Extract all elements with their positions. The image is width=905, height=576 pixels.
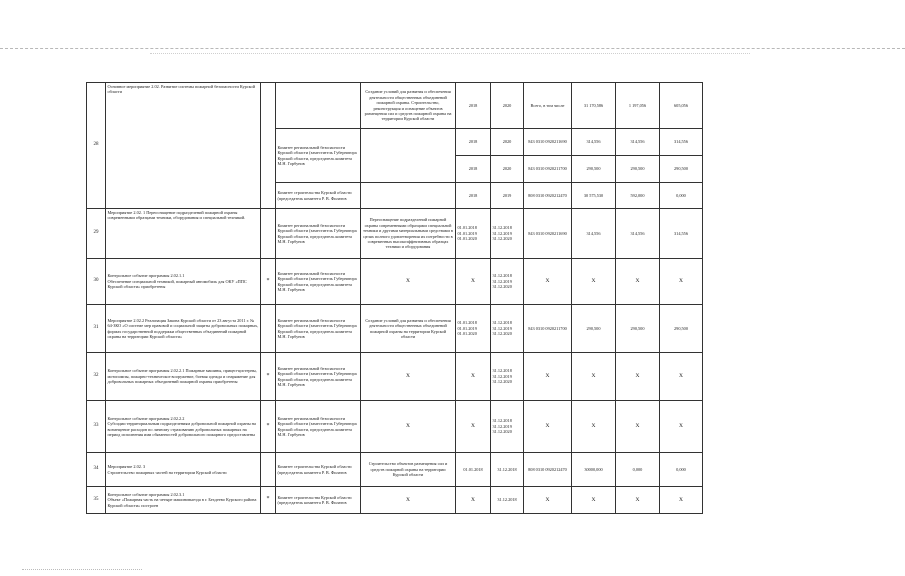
amount-2020: 605,056: [660, 83, 703, 129]
executor-cell: Комитет региональной безопасности Курской области (заместитель Губернатора Курской области, председатель комитета М.Н. Горбунов: [276, 353, 361, 401]
amount-2019: 314,556: [616, 209, 660, 259]
amount-2019: X: [616, 487, 660, 514]
executor-cell: Комитет региональной безопасности Курской области (заместитель Губернатора Курской области, председатель комитета М.Н. Горбунов: [276, 305, 361, 353]
executor-cell: Комитет региональной безопасности Курской области (заместитель Губернатора Курской области, председатель комитета М.Н. Горбунов: [276, 209, 361, 259]
start-date: 01.01.2018: [456, 453, 491, 487]
executor-cell: [276, 83, 361, 129]
executor-cell: Комитет строительства Курской области (председатель комитета Р. В. Филатов: [276, 453, 361, 487]
program-measures-table: [86, 82, 703, 514]
expected-result: X: [361, 487, 456, 514]
executor-cell: Комитет строительства Курской области (председатель комитета Р. В. Филатов: [276, 183, 361, 209]
end-date: 2020: [491, 129, 524, 156]
amount-2018: 314,556: [572, 129, 616, 156]
row-number: 28: [87, 83, 106, 209]
expected-result: [361, 183, 456, 209]
executor-cell: Комитет региональной безопасности Курской области (заместитель Губернатора Курской области, председатель комитета М.Н. Горбунов: [276, 401, 361, 453]
row-number: 33: [87, 401, 106, 453]
start-date: 2018: [456, 129, 491, 156]
executor-cell: Комитет региональной безопасности Курской области (заместитель Губернатора Курской области, председатель комитета М.Н. Горбунов: [276, 129, 361, 183]
start-date: X: [456, 353, 491, 401]
end-date: 2020: [491, 156, 524, 183]
end-date: 31.12.2018 31.12.2019 31.12.2020: [491, 305, 524, 353]
amount-2018: 30000,000: [572, 453, 616, 487]
row-number: 31: [87, 305, 106, 353]
scan-edge-line: [22, 569, 142, 570]
end-date: 31.12.2018: [491, 453, 524, 487]
amount-2020: 314,556: [660, 129, 703, 156]
budget-code: Всего, в том числе: [524, 83, 572, 129]
end-date: 2019: [491, 183, 524, 209]
start-date: 2018: [456, 83, 491, 129]
table-row: [87, 259, 703, 305]
row-number: 29: [87, 209, 106, 259]
scan-edge-line: [0, 48, 905, 49]
row-number: 32: [87, 353, 106, 401]
table-row: [87, 401, 703, 453]
measure-name: Мероприятие 2.02. 3 Строительство пожарных частей на территории Курской области: [106, 453, 261, 487]
amount-2019: 290,500: [616, 305, 660, 353]
executor-cell: Комитет региональной безопасности Курской области (заместитель Губернатора Курской области, председатель комитета М.Н. Горбунов: [276, 259, 361, 305]
start-date: X: [456, 401, 491, 453]
mark-cell: [261, 83, 276, 209]
amount-2018: 31 170,586: [572, 83, 616, 129]
budget-code: 808 0310 0920212470: [524, 183, 572, 209]
measure-name: Контрольное событие программы 2.02.1.1 Обеспечение специальной техникой, пожарный автомобиль для ОКУ «ППС Курской области» приобретены: [106, 259, 261, 305]
measure-name: Контрольное событие программы 2.02.2.1 Пожарные машины, прицеп-цистерны, мотопомпы, пожарно-техническое вооружение, боевая одежда и снаряжение для добровольных пожарных объединений пожарной охраны приобретены: [106, 353, 261, 401]
amount-2018: 30 575,530: [572, 183, 616, 209]
budget-code: 843 0310 0920211700: [524, 305, 572, 353]
budget-code: 843 0310 0920211690: [524, 129, 572, 156]
measure-name: Контрольное событие программы 2.02.3.1 Объект «Пожарная часть на четыре машиновыезда в г. Бехдеево Курского района Курской области» построен: [106, 487, 261, 514]
control-event-mark: *: [261, 487, 276, 514]
expected-result: Строительство объектов размещения сил и средств пожарной охраны на территории Курской области: [361, 453, 456, 487]
control-event-mark: *: [261, 259, 276, 305]
start-date: X: [456, 487, 491, 514]
start-date: 2018: [456, 183, 491, 209]
amount-2018: X: [572, 259, 616, 305]
budget-code: 843 0310 0920211700: [524, 156, 572, 183]
expected-result: Создание условий для развития и обеспечения деятельности общественных объединений пожарной охраны на территории Курской области: [361, 305, 456, 353]
amount-2019: 592,000: [616, 183, 660, 209]
measure-name: Мероприятие 2.02.2 Реализация Закона Курской области от 23 августа 2011 г. № 64-ЗКО «О системе мер правовой и социальной защиты добровольных пожарных, формах государственной поддержки общественных объединений пожарной охраны на территории Курской области»: [106, 305, 261, 353]
amount-2019: 1 197,056: [616, 83, 660, 129]
table-row: [87, 83, 703, 129]
end-date: 31.12.2018 31.12.2019 31.12.2020: [491, 353, 524, 401]
expected-result: X: [361, 401, 456, 453]
expected-result: [361, 129, 456, 183]
row-number: 35: [87, 487, 106, 514]
start-date: 01.01.2018 01.01.2019 01.01.2020: [456, 305, 491, 353]
expected-result: X: [361, 353, 456, 401]
amount-2019: X: [616, 353, 660, 401]
table-row: [87, 353, 703, 401]
amount-2020: X: [660, 353, 703, 401]
start-date: 01.01.2018 01.01.2019 01.01.2020: [456, 209, 491, 259]
end-date: 31.12.2018 31.12.2019 31.12.2020: [491, 401, 524, 453]
table-row: [87, 487, 703, 514]
amount-2018: 290,500: [572, 305, 616, 353]
amount-2019: 0,000: [616, 453, 660, 487]
measure-name: Контрольное событие программы 2.02.2.2 Субсидии территориальным подразделениям добровольной пожарной охраны на возмещение расходов по личному страхованию добровольных пожарных на период исполнения ими обязанностей добровольного пожарного предоставлены: [106, 401, 261, 453]
measure-name: Мероприятие 2.02. 1 Переоснащение подразделений пожарной охраны современными образцами техники, оборудования и специальной техникой.: [106, 209, 261, 259]
amount-2018: X: [572, 401, 616, 453]
table-row: [87, 453, 703, 487]
amount-2018: X: [572, 353, 616, 401]
amount-2020: 0,000: [660, 183, 703, 209]
control-event-mark: *: [261, 353, 276, 401]
amount-2020: 314,556: [660, 209, 703, 259]
amount-2019: X: [616, 259, 660, 305]
end-date: 31.12.2018: [491, 487, 524, 514]
end-date: 31.12.2018 31.12.2019 31.12.2020: [491, 209, 524, 259]
budget-code: X: [524, 259, 572, 305]
expected-result: Создание условий для развития и обеспечения деятельности общественных объединений пожарной охраны. Строительство, реконструкция и оснащение объектов размещения сил и средств пожарной охраны на территории Курской области: [361, 83, 456, 129]
row-number: 30: [87, 259, 106, 305]
amount-2018: 314,556: [572, 209, 616, 259]
amount-2020: 290,500: [660, 305, 703, 353]
measure-name: Основное мероприятие 2.02. Развитие системы пожарной безопасности Курской области: [106, 83, 261, 209]
budget-code: X: [524, 353, 572, 401]
amount-2020: X: [660, 401, 703, 453]
scan-edge-line: [150, 53, 750, 54]
mark-cell: [261, 453, 276, 487]
amount-2020: X: [660, 487, 703, 514]
end-date: 2020: [491, 83, 524, 129]
budget-code: 808 0310 0920212470: [524, 453, 572, 487]
budget-code: X: [524, 401, 572, 453]
expected-result: Переоснащение подразделений пожарной охраны современными образцами специальной техники и другими материальными средствами в целях полного удовлетворения их потребности в современных высокоэффективных образцах техники и оборудования: [361, 209, 456, 259]
executor-cell: Комитет строительства Курской области (председатель комитета Р. В. Филатов: [276, 487, 361, 514]
amount-2019: 314,556: [616, 129, 660, 156]
mark-cell: [261, 209, 276, 259]
amount-2019: X: [616, 401, 660, 453]
table-row: [87, 305, 703, 353]
start-date: X: [456, 259, 491, 305]
budget-code: X: [524, 487, 572, 514]
row-number: 34: [87, 453, 106, 487]
expected-result: X: [361, 259, 456, 305]
table-row: [87, 209, 703, 259]
amount-2018: 290,500: [572, 156, 616, 183]
amount-2020: 290,500: [660, 156, 703, 183]
amount-2020: 0,000: [660, 453, 703, 487]
mark-cell: [261, 305, 276, 353]
control-event-mark: *: [261, 401, 276, 453]
end-date: 31.12.2018 31.12.2019 31.12.2020: [491, 259, 524, 305]
amount-2019: 290,500: [616, 156, 660, 183]
amount-2020: X: [660, 259, 703, 305]
budget-code: 843 0310 0920211690: [524, 209, 572, 259]
amount-2018: X: [572, 487, 616, 514]
start-date: 2018: [456, 156, 491, 183]
